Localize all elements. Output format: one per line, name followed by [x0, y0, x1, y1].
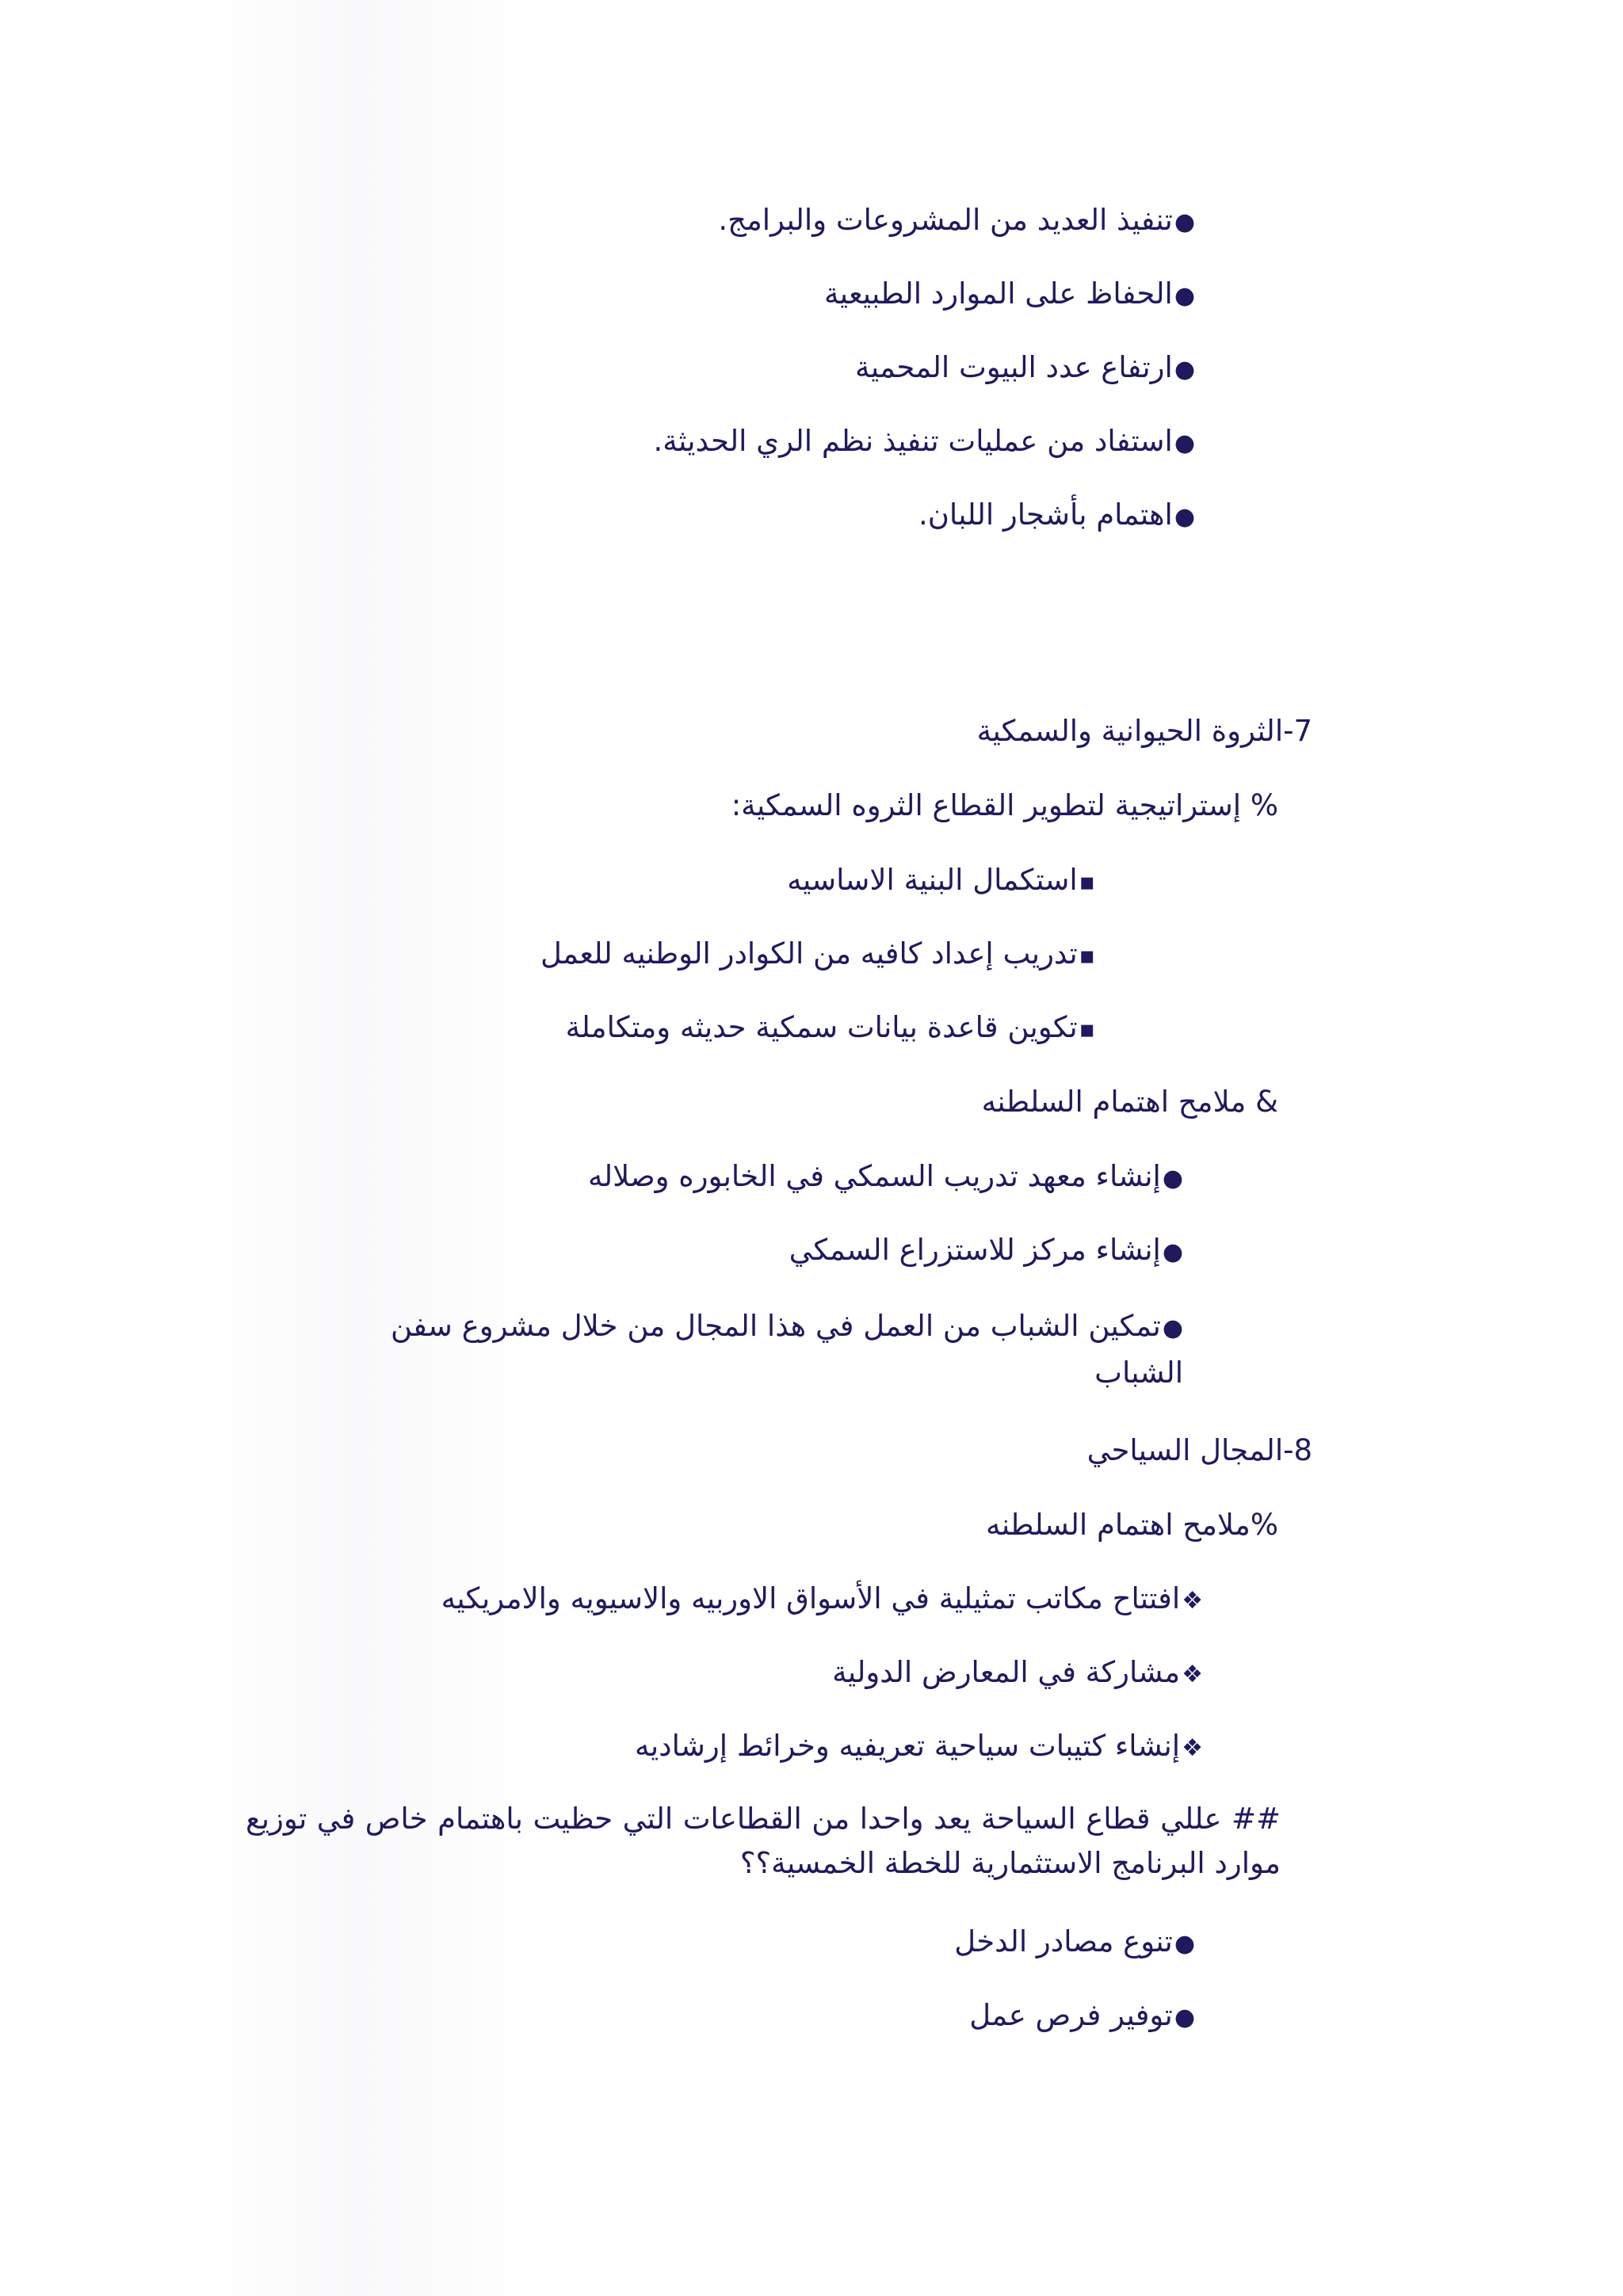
list-item: ●اهتمام بأشجار اللبان.: [918, 495, 1195, 537]
bullet-marker: ●: [1174, 356, 1195, 383]
diamond-marker: ❖: [1182, 1661, 1203, 1688]
list-item: ●إنشاء معهد تدريب السمكي في الخابوره وصلاله: [588, 1157, 1183, 1199]
bullet-marker: ●: [1162, 1238, 1183, 1266]
bullet-marker: ●: [1174, 282, 1195, 310]
square-marker: ▪: [1079, 868, 1095, 896]
question-paragraph: ## عللي قطاع السياحة يعد واحدا من القطاعات التي حظيت باهتمام خاص في توزيع موارد البرنامج الاستثمارية للخطة الخمسية؟؟: [246, 1802, 1281, 1880]
bullet-marker: ●: [1162, 1314, 1183, 1342]
list-item: ●الحفاظ على الموارد الطبيعية: [824, 274, 1195, 316]
list-item: ●استفاد من عمليات تنفيذ نظم الري الحديثة.: [653, 421, 1195, 463]
features-title: & ملامح اهتمام السلطنه: [981, 1085, 1278, 1119]
list-item: ❖مشاركة في المعارض الدولية: [832, 1653, 1203, 1695]
bullet-marker: ●: [1174, 1930, 1195, 1958]
diamond-marker: ❖: [1182, 1587, 1203, 1615]
bullet-marker: ●: [1162, 1165, 1183, 1192]
section-7-heading: 7-الثروة الحيوانية والسمكية: [976, 714, 1312, 748]
list-item: ❖إنشاء كتيبات سياحية تعريفيه وخرائط إرشاديه: [635, 1726, 1203, 1768]
bullet-marker: ●: [1174, 208, 1195, 236]
list-item: ▪تدريب إعداد كافيه من الكوادر الوطنيه للعمل: [540, 934, 1095, 976]
list-item: ●تنوع مصادر الدخل: [954, 1922, 1195, 1964]
list-item: ❖افتتاح مكاتب تمثيلية في الأسواق الاوربيه والاسيويه والامريكيه: [441, 1579, 1203, 1621]
square-marker: ▪: [1079, 1016, 1095, 1043]
list-item: ●تنفيذ العديد من المشروعات والبرامج.: [718, 200, 1195, 242]
bullet-marker: ●: [1174, 429, 1195, 457]
list-item: ●توفير فرص عمل: [969, 1996, 1195, 2038]
list-item: ▪تكوين قاعدة بيانات سمكية حديثه ومتكاملة: [566, 1008, 1095, 1050]
diamond-marker: ❖: [1182, 1734, 1203, 1762]
bullet-marker: ●: [1174, 503, 1195, 531]
list-item: ●تمكين الشباب من العمل في هذا المجال من خلال مشروع سفن الشباب: [391, 1304, 1183, 1395]
list-item: ●إنشاء مركز للاستزراع السمكي: [789, 1230, 1183, 1272]
section-8-heading: 8-المجال السياحي: [1086, 1433, 1312, 1467]
list-item: ●ارتفاع عدد البيوت المحمية: [855, 348, 1195, 390]
bullet-marker: ●: [1174, 2004, 1195, 2031]
strategy-title: % إستراتيجية لتطوير القطاع الثروه السمكية:: [731, 788, 1278, 822]
features-title: %ملامح اهتمام السلطنه: [986, 1508, 1278, 1542]
list-item: ▪استكمال البنية الاساسيه: [787, 860, 1095, 902]
square-marker: ▪: [1079, 942, 1095, 970]
